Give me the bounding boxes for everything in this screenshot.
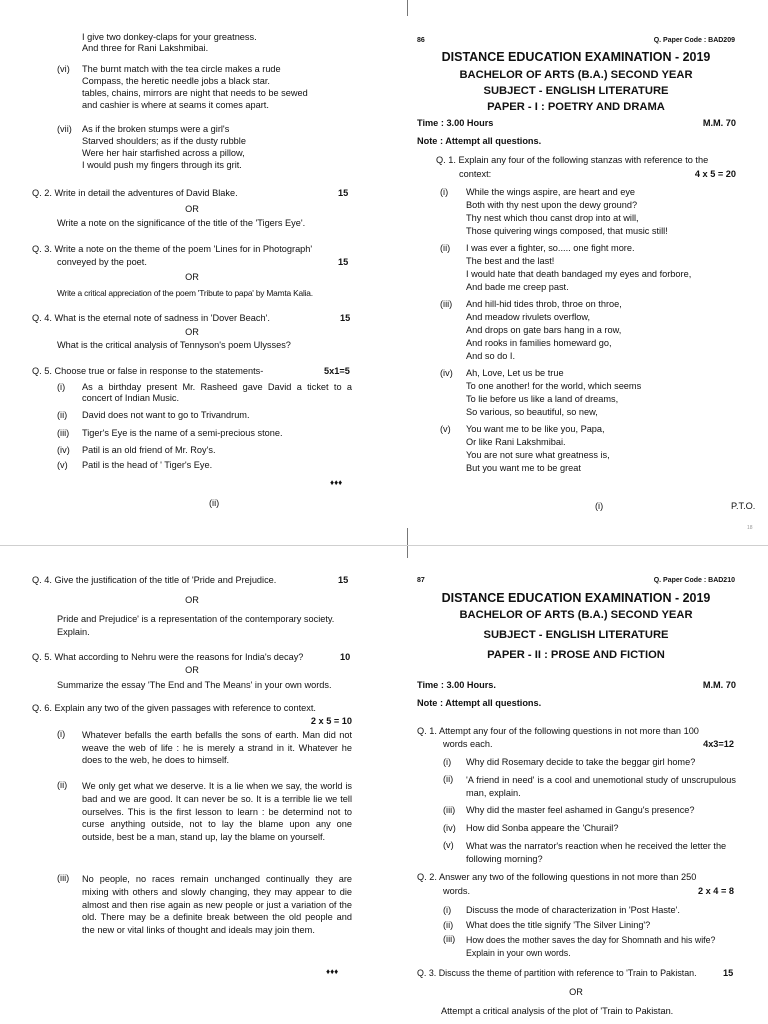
stanza-line: I give two donkey-claps for your greatness. xyxy=(82,32,257,42)
item-number: (v) xyxy=(57,460,68,470)
stanza-number: (v) xyxy=(440,424,451,434)
passage-number: (iii) xyxy=(57,873,70,883)
alternative-question: Summarize the essay 'The End and The Means' in your own words. xyxy=(57,680,332,690)
item-number: (iii) xyxy=(57,428,70,438)
stanza-line: To one another! for the world, which seems xyxy=(466,381,642,391)
exam-title: DISTANCE EDUCATION EXAMINATION - 2019 xyxy=(441,50,711,64)
question-marks: 15 xyxy=(723,968,734,978)
page-number: (ii) xyxy=(209,498,220,508)
question-marks: 15 xyxy=(338,188,349,198)
item-text: Why did Rosemary decide to take the beggar girl home? xyxy=(466,757,696,767)
page-number: (i) xyxy=(595,501,604,511)
question-text: Q. 3. Discuss the theme of partition with reference to 'Train to Pakistan. xyxy=(417,968,697,978)
question-marks: 10 xyxy=(340,652,351,662)
question-marks: 4 x 5 = 20 xyxy=(694,169,736,179)
stanza-line: Both with thy nest upon the dewy ground? xyxy=(466,200,638,210)
alternative-question: What is the critical analysis of Tennyson's poem Ulysses? xyxy=(57,340,291,350)
or-separator: OR xyxy=(185,327,199,337)
item-number: (iii) xyxy=(443,934,456,944)
stanza-line: As if the broken stumps were a girl's xyxy=(82,124,230,134)
alternative-question: Explain. xyxy=(57,627,90,637)
stanza-line: And drops on gate bars hang in a row, xyxy=(466,325,622,335)
paper-title: PAPER - I : POETRY AND DRAMA xyxy=(487,101,665,113)
stanza-line: The best and the last! xyxy=(466,256,555,266)
stanza-line: And three for Rani Lakshmibai. xyxy=(82,43,209,53)
item-number: (iv) xyxy=(443,823,456,833)
item-text: Tiger's Eye is the name of a semi-precious stone. xyxy=(82,428,283,438)
subject-title: SUBJECT - ENGLISH LITERATURE xyxy=(483,629,669,641)
stanza-line: While the wings aspire, are heart and eye xyxy=(466,187,636,197)
stanza-line: I was ever a fighter, so..... one fight more. xyxy=(466,243,635,253)
stanza-number: (vi) xyxy=(57,64,70,74)
passage-number: (i) xyxy=(57,729,66,739)
item-number: (ii) xyxy=(57,410,68,420)
stanza-line: I would hate that death bandaged my eyes and forbore, xyxy=(466,269,692,279)
time-allowed: Time : 3.00 Hours xyxy=(417,118,494,128)
exam-title: DISTANCE EDUCATION EXAMINATION - 2019 xyxy=(441,591,711,605)
alternative-question: Attempt a critical analysis of the plot of 'Train to Pakistan. xyxy=(441,1006,674,1016)
passage-text: We only get what we deserve. It is a lie when we say, the world is bad and we are good. It can never be so. It is a terrible lie we tell ourselves. This is the first lesson to learn : be determind not to curse anything outside, not to lay the blame upon any one outside, best be a man, stand up, lay the blame on yourself. xyxy=(82,781,352,843)
stanza-line: The burnt match with the tea circle makes a rude xyxy=(82,64,281,74)
stanza-line: And meadow rivulets overflow, xyxy=(466,312,591,322)
scan-mark: 18 xyxy=(747,525,753,531)
passage-text: Whatever befalls the earth befalls the sons of earth. Man did not weave the web of life : he is merely a strand in it. Whatever he does to the web, he does to himself. xyxy=(82,730,352,765)
question-marks: 2 x 5 = 10 xyxy=(310,716,352,726)
stanza-number: (iii) xyxy=(440,299,453,309)
stanza-line: And bade me creep past. xyxy=(466,282,569,292)
item-number: (i) xyxy=(443,757,452,767)
item-number: (iv) xyxy=(57,445,70,455)
item-text: Why did the master feel ashamed in Gangu's presence? xyxy=(466,805,695,815)
or-separator: OR xyxy=(185,595,199,605)
stanza-line: You are not sure what greatness is, xyxy=(466,450,610,460)
course-title: BACHELOR OF ARTS (B.A.) SECOND YEAR xyxy=(459,609,693,621)
stanza-line: And hill-hid tides throb, throe on throe, xyxy=(466,299,622,309)
paper-title: PAPER - II : PROSE AND FICTION xyxy=(487,649,665,661)
passage-number: (ii) xyxy=(57,780,68,790)
item-text: Patil is an old friend of Mr. Roy's. xyxy=(82,445,216,455)
or-separator: OR xyxy=(185,272,199,282)
stanza-line: Compass, the heretic needle jobs a black star. xyxy=(82,76,270,86)
question-text: Q. 3. Write a note on the theme of the poem 'Lines for in Photograph' xyxy=(32,244,313,254)
stanza-line: So various, so beautiful, so new, xyxy=(466,407,598,417)
item-number: (i) xyxy=(57,382,66,392)
max-marks: M.M. 70 xyxy=(702,118,736,128)
stanza-line: I would push my fingers through its grit. xyxy=(82,160,242,170)
question-marks: 2 x 4 = 8 xyxy=(697,886,734,896)
question-text: words. xyxy=(443,886,471,896)
stanza-number: (ii) xyxy=(440,243,451,253)
instruction-note: Note : Attempt all questions. xyxy=(417,698,542,708)
item-text: Patil is the head of ' Tiger's Eye. xyxy=(82,460,213,470)
stanza-line: Or like Rani Lakshmibai. xyxy=(466,437,566,447)
pto-label: P.T.O. xyxy=(731,501,756,511)
item-text: As a birthday present Mr. Rasheed gave David a ticket to a concert of Indian Music. xyxy=(82,382,352,403)
stanza-line: Thy nest which thou canst drop into at will, xyxy=(466,213,639,223)
stanza-line: and cashier is where at seams it comes apart. xyxy=(82,100,269,110)
item-text: 'A friend in need' is a cool and unemotional study of unscrupulous man, explain. xyxy=(466,775,736,798)
end-mark: ♦♦♦ xyxy=(330,478,343,487)
paper-code: Q. Paper Code : BAD210 xyxy=(653,577,735,584)
question-text: Q. 1. Attempt any four of the following questions in not more than 100 xyxy=(417,726,699,736)
question-text: Q. 5. Choose true or false in response to the statements- xyxy=(32,366,264,376)
end-mark: ♦♦♦ xyxy=(326,967,339,976)
item-number: (ii) xyxy=(443,774,454,784)
stanza-line: And so do I. xyxy=(466,351,516,361)
question-marks: 5x1=5 xyxy=(324,366,350,376)
time-allowed: Time : 3.00 Hours. xyxy=(417,680,496,690)
stanza-line: But you want me to be great xyxy=(466,463,581,473)
paper-code: Q. Paper Code : BAD209 xyxy=(653,37,735,44)
question-text: Q. 4. What is the eternal note of sadness in 'Dover Beach'. xyxy=(32,313,270,323)
stanza-number: (iv) xyxy=(440,368,453,378)
question-text: Q. 4. Give the justification of the title of 'Pride and Prejudice. xyxy=(32,575,277,585)
or-separator: OR xyxy=(185,665,199,675)
item-text: What does the title signify 'The Silver Lining'? xyxy=(466,920,651,930)
passage-text: No people, no races remain unchanged continually they are mixing with others and slowly changing, they may appear to die almost and then rise again as new people or just a variation of the old. There may be a definite break between the old people and the new or vital links of thought and ideals may join them. xyxy=(82,874,352,936)
item-number: (v) xyxy=(443,840,454,850)
subject-title: SUBJECT - ENGLISH LITERATURE xyxy=(483,85,669,97)
question-text: Q. 6. Explain any two of the given passages with reference to context. xyxy=(32,703,316,713)
question-text: Q. 1. Explain any four of the following stanzas with reference to the xyxy=(436,155,709,165)
or-separator: OR xyxy=(185,204,199,214)
page-serial: 87 xyxy=(417,577,425,584)
question-marks: 4x3=12 xyxy=(703,739,734,749)
question-marks: 15 xyxy=(338,257,349,267)
instruction-note: Note : Attempt all questions. xyxy=(417,136,542,146)
stanza-line: Ah, Love, Let us be true xyxy=(466,368,564,378)
item-text: How does the mother saves the day for Shomnath and his wife? Explain in your own words. xyxy=(466,935,716,958)
stanza-line: You want me to be like you, Papa, xyxy=(466,424,605,434)
question-text: Q. 2. Write in detail the adventures of David Blake. xyxy=(32,188,238,198)
question-text: context: xyxy=(459,169,492,179)
alternative-question: Write a note on the significance of the title of the 'Tigers Eye'. xyxy=(57,218,306,228)
item-number: (ii) xyxy=(443,920,454,930)
item-text: Discuss the mode of characterization in 'Post Haste'. xyxy=(466,905,680,915)
question-text: words each. xyxy=(443,739,493,749)
question-marks: 15 xyxy=(338,575,349,585)
item-number: (i) xyxy=(443,905,452,915)
question-marks: 15 xyxy=(340,313,351,323)
stanza-line: Were her hair starfished across a pillow, xyxy=(82,148,245,158)
item-number: (iii) xyxy=(443,805,456,815)
stanza-line: tables, chains, mirrors are night that needs to be sewed xyxy=(82,88,308,98)
alternative-question: Write a critical appreciation of the poem 'Tribute to papa' by Mamta Kalia. xyxy=(57,288,313,298)
page-serial: 86 xyxy=(417,37,425,44)
item-text: What was the narrator's reaction when he received the letter the following morning? xyxy=(466,841,727,864)
question-text: conveyed by the poet. xyxy=(57,257,147,267)
stanza-line: Starved shoulders; as if the dusty rubble xyxy=(82,136,246,146)
or-separator: OR xyxy=(569,987,583,997)
item-text: David does not want to go to Trivandrum. xyxy=(82,410,250,420)
stanza-line: Those quivering wings composed, that music still! xyxy=(466,226,668,236)
course-title: BACHELOR OF ARTS (B.A.) SECOND YEAR xyxy=(459,69,693,81)
alternative-question: Pride and Prejudice' is a representation of the contemporary society. xyxy=(57,614,335,624)
question-text: Q. 5. What according to Nehru were the reasons for India's decay? xyxy=(32,652,304,662)
stanza-number: (i) xyxy=(440,187,449,197)
stanza-line: And rooks in families homeward go, xyxy=(466,338,612,348)
question-text: Q. 2. Answer any two of the following questions in not more than 250 xyxy=(417,872,697,882)
stanza-number: (vii) xyxy=(57,124,72,134)
max-marks: M.M. 70 xyxy=(702,680,736,690)
stanza-line: To lie before us like a land of dreams, xyxy=(466,394,619,404)
item-text: How did Sonba appeare the 'Churail? xyxy=(466,823,619,833)
